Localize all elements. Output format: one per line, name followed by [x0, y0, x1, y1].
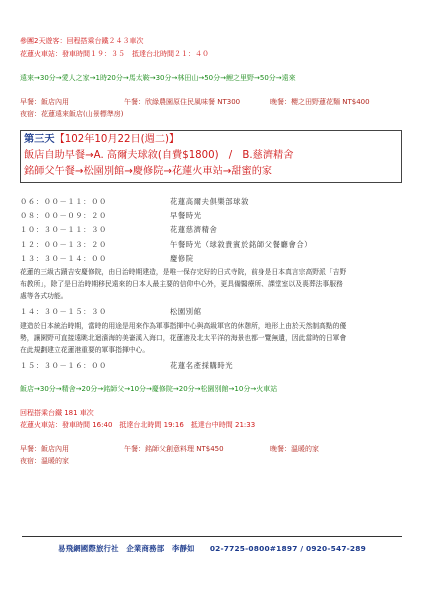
day2-breakfast: 早餐：飯店內用	[20, 98, 69, 106]
day3-label: 第三天	[24, 134, 55, 145]
schedule-row	[20, 225, 218, 234]
footer-divider	[22, 536, 402, 537]
qingxiu-description-line1: 花蓮的三級古蹟吉安慶修院，由日治時期建造，是唯一保存完好的日式寺院，前身是日本真言宗高野派「吉野	[20, 268, 347, 276]
day2-route: 遠來→30分→愛人之家→1時20分→馬太鞍→30分→林田山→50分→鯉之里野→50分→遠來	[20, 74, 296, 82]
day3-lodging: 夜宿：溫暖的家	[20, 457, 69, 465]
schedule-item: 松園別館	[170, 307, 202, 316]
schedule-row	[20, 361, 234, 370]
schedule-time: １５：３０－１６：００	[20, 361, 107, 370]
schedule-time: １２：００－１３：２０	[20, 240, 107, 249]
songyuan-description-line1: 建造於日本統治時期，當時的用途是用來作為軍事指揮中心與高級軍官的休憩所，地形上由於天然制高點的優	[20, 322, 347, 330]
day3-return-title: 回程搭乘台鐵 181 車次	[20, 409, 94, 417]
day3-dinner: 晚餐：溫暖的家	[270, 445, 319, 453]
day2-lodging: 夜宿：花蓮遠來飯店(山景標準房)	[20, 110, 124, 118]
schedule-item: 午餐時光（球敘貴賓於銘師父餐廳會合）	[170, 240, 313, 249]
day3-return-detail: 花蓮火車站：發車時間 16:40 抵達台北時間 19:16 抵達台中時間 21:33	[20, 421, 256, 429]
footer-contact: 易飛網國際旅行社 企業商務部 李靜如 02-7725-0800#1897 / 0920-547-289	[58, 544, 366, 553]
day3-header-box	[20, 130, 402, 183]
day3-breakfast: 早餐：飯店內用	[20, 445, 69, 453]
day3-itinerary-line2: 銘師父午餐→松園別館→慶修院→花蓮火車站→甜蜜的家	[24, 166, 273, 177]
schedule-row	[20, 254, 194, 263]
schedule-time: １４：３０－１５：３０	[20, 307, 107, 316]
schedule-time: １３：３０－１４：００	[20, 254, 107, 263]
schedule-row	[20, 197, 249, 206]
day3-date: 【102年10月22日(週二)】	[54, 134, 180, 145]
schedule-row	[20, 307, 202, 316]
schedule-item: 早餐時光	[170, 211, 202, 220]
schedule-item: 慶修院	[170, 254, 194, 263]
return-info-line1: 參團2天遊客：回程搭乘台鐵２４３車次	[20, 37, 144, 45]
day2-lunch: 午餐：欣綠農園原住民風味餐 NT300	[124, 98, 241, 106]
day3-lunch: 午餐：銘師父創意料理 NT$450	[124, 445, 224, 453]
qingxiu-description-line2: 布教所」，除了是日治時期移民遠來的日本人最主要的信仰中心外，更具備醫療所、課堂室以及喪葬法事服務	[20, 280, 343, 288]
day3-route: 飯店→30分→精舍→20分→銘師父→10分→慶修院→20分→松園別館→10分→火車站	[20, 385, 278, 393]
schedule-row	[20, 240, 313, 249]
schedule-row	[20, 211, 202, 220]
songyuan-description-line3: 在此規劃建立花蓮港重要的軍事指揮中心。	[20, 346, 150, 354]
schedule-item: 花蓮高爾夫俱樂部球敘	[170, 197, 249, 206]
return-info-line2: 花蓮火車站：發車時間１９：３５ 抵達台北時間２１：４０	[20, 50, 209, 58]
schedule-time: ０８：００－０９：２０	[20, 211, 107, 220]
day2-dinner: 晚餐：櫻之田野蓮花麵 NT$400	[270, 98, 370, 106]
songyuan-description-line2: 勢，讓園野可直接遠眺北迴濱海的美崙溪入海口，花蓮港及北太平洋的海景也都一覽無遺，因此當時的日軍會	[20, 334, 347, 342]
qingxiu-description-line3: 處等各式功能。	[20, 292, 68, 300]
schedule-time: ０６：００－１１：００	[20, 197, 107, 206]
schedule-time: １０：３０－１１：３０	[20, 225, 107, 234]
day3-header-title	[24, 133, 179, 146]
schedule-item: 花蓮慈濟精舍	[170, 225, 218, 234]
schedule-item: 花蓮名產採購時光	[170, 361, 234, 370]
day3-itinerary-line1: 飯店自助早餐→A. 高爾夫球敘(自費$1800) / B.慈濟精舍	[24, 150, 294, 161]
